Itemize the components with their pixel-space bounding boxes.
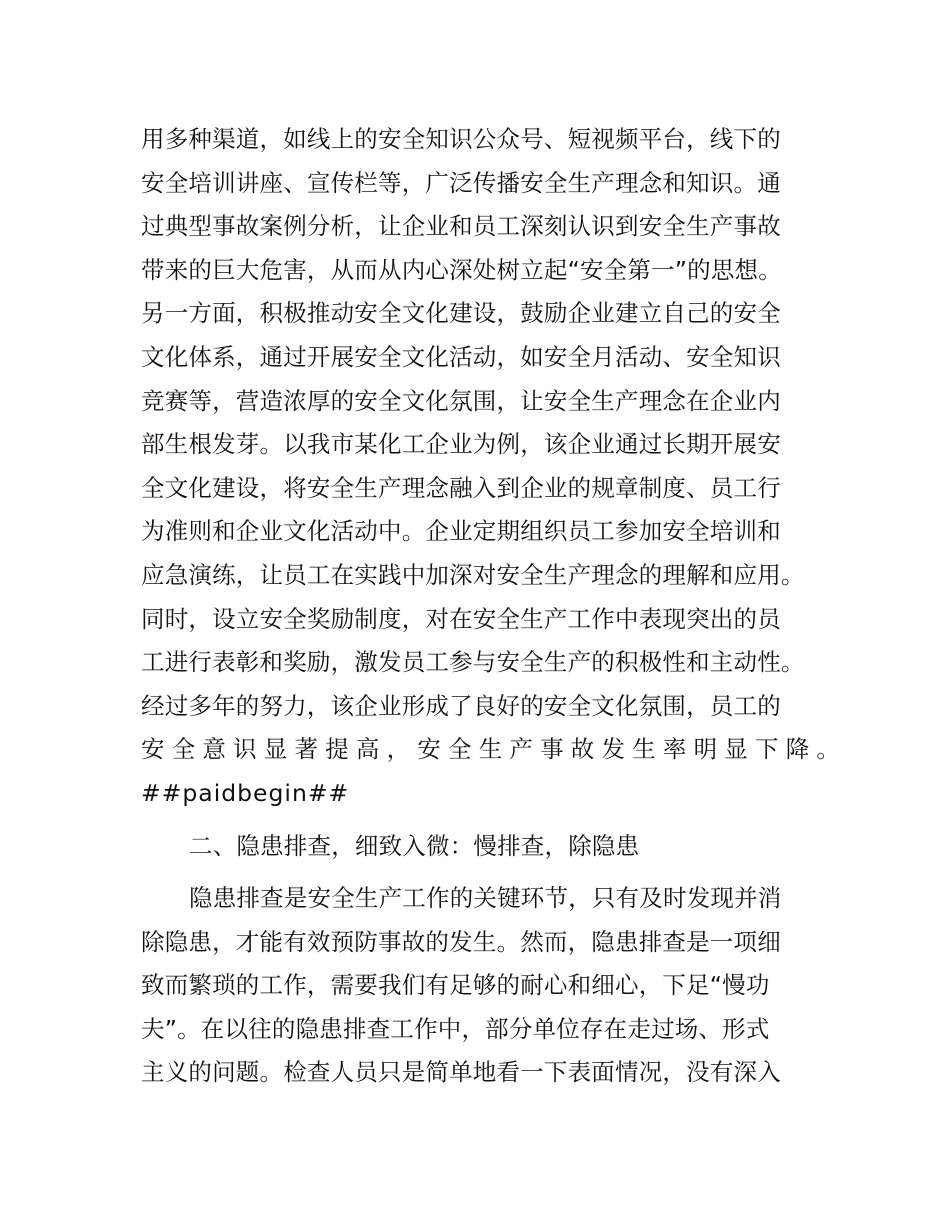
- paragraph-line-last: 安全意识显著提高，安全生产事故发生率明显下降。: [141, 735, 848, 764]
- paragraph-line: 另一方面，积极推动安全文化建设，鼓励企业建立自己的安全: [141, 299, 781, 328]
- paragraph-line: 部生根发芽。以我市某化工企业为例，该企业通过长期开展安: [141, 430, 781, 459]
- paragraph-line: 安全培训讲座、宣传栏等，广泛传播安全生产理念和知识。通: [141, 168, 781, 197]
- paragraph-line: 主义的问题。检查人员只是简单地看一下表面情况，没有深入: [141, 1058, 781, 1087]
- paragraph-line: 用多种渠道，如线上的安全知识公众号、短视频平台，线下的: [141, 125, 781, 153]
- paragraph-line: 竞赛等，营造浓厚的安全文化氛围，让安全生产理念在企业内: [141, 386, 781, 415]
- paragraph-line: 除隐患，才能有效预防事故的发生。然而，隐患排查是一项细: [141, 927, 781, 956]
- paragraph-line: 全文化建设，将安全生产理念融入到企业的规章制度、员工行: [141, 473, 781, 502]
- paid-begin-marker: ##paidbegin##: [141, 778, 350, 807]
- paragraph-line: 应急演练，让员工在实践中加深对安全生产理念的理解和应用。: [141, 560, 805, 589]
- section-heading: 二、隐患排查，细致入微：慢排查，除隐患: [189, 831, 640, 860]
- paragraph-line: 为准则和企业文化活动中。企业定期组织员工参加安全培训和: [141, 517, 781, 546]
- paragraph-line: 致而繁琐的工作，需要我们有足够的耐心和细心，下足“慢功: [141, 971, 770, 1000]
- paragraph-line: 夫”。在以往的隐患排查工作中，部分单位存在走过场、形式: [141, 1014, 770, 1043]
- section-gap: [141, 816, 821, 825]
- paragraph-line: 带来的巨大危害，从而从内心深处树立起“安全第一”的思想。: [141, 255, 782, 284]
- paragraph-line: 工进行表彰和奖励，激发员工参与安全生产的积极性和主动性。: [141, 648, 805, 677]
- paragraph-line: 文化体系，通过开展安全文化活动，如安全月活动、安全知识: [141, 342, 781, 371]
- paragraph-line: 经过多年的努力，该企业形成了良好的安全文化氛围，员工的: [141, 691, 781, 720]
- paragraph-line: 过典型事故案例分析，让企业和员工深刻认识到安全生产事故: [141, 212, 781, 241]
- paragraph-line: 同时，设立安全奖励制度，对在安全生产工作中表现突出的员: [141, 604, 781, 633]
- document-body: [141, 118, 848, 1095]
- section-gap: [141, 868, 821, 877]
- paragraph-line-first: 隐患排查是安全生产工作的关键环节，只有及时发现并消: [189, 884, 782, 913]
